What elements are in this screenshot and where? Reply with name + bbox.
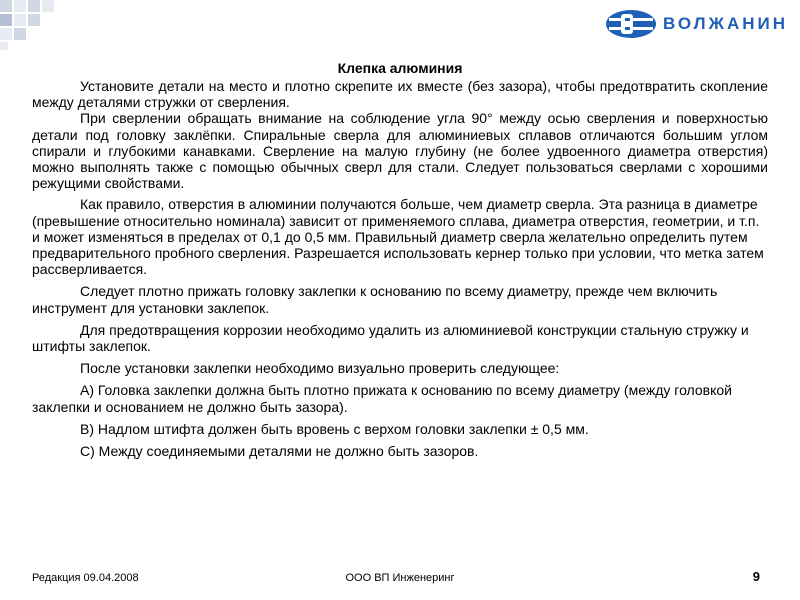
paragraph: А) Головка заклепки должна быть плотно прижата к основанию по всему диаметру (между головкой заклепки и основанием не должно быть зазора).	[32, 382, 732, 415]
logo-text: ВОЛЖАНИН	[663, 14, 788, 33]
volzhanin-logo-icon	[605, 9, 657, 39]
paragraph: Для предотвращения коррозии необходимо удалить из алюминиевой конструкции стальную стружку и штифты заклепок.	[32, 321, 749, 355]
slide-body	[32, 78, 768, 459]
corner-decoration	[0, 0, 70, 52]
footer-edition: Редакция 09.04.2008	[32, 572, 139, 584]
paragraph: При сверлении обращать внимание на соблюдение угла 90° между осью сверления и поверхностью детали под головку заклёпки. Спиральные сверла для алюминиевых сплавов отличаются большим углом спирали и глубокими канавками. Сверление на малую глубину (не более удвоенного диаметра отверстия) можно выполнять также с помощью обычных сверл для стали. Следует пользоваться сверлами с хорошими режущими свойствами.	[32, 110, 768, 192]
company-logo	[605, 8, 788, 40]
paragraph: В) Надлом штифта должен быть вровень с верхом головки заклепки ± 0,5 мм.	[80, 420, 589, 437]
paragraph: После установки заклепки необходимо визуально проверить следующее:	[80, 360, 560, 377]
paragraph: Следует плотно прижать головку заклепки к основанию по всему диаметру, прежде чем включить инструмент для установки заклепок.	[32, 283, 718, 316]
paragraph: Установите детали на место и плотно скрепите их вместе (без зазора), чтобы предотвратить скопление между деталями стружки от сверления.	[32, 78, 768, 111]
paragraph: С) Между соединяемыми деталями не должно быть зазоров.	[80, 443, 479, 460]
slide-title: Клепка алюминия	[337, 60, 463, 76]
paragraph: Как правило, отверстия в алюминии получаются больше, чем диаметр сверла. Эта разница в диаметре (превышение относительно номинала) зависит от применяемого сплава, диаметра отверстия, геометрии, и т.п. и может изменяться в пределах от 0,1 до 0,5 мм. Правильный диаметр сверла желательно определить путем предварительного пробного сверления. Разрешается использовать кернер только при условии, что метка затем рассверливается.	[32, 196, 764, 278]
footer-company: ООО ВП Инженеринг	[345, 572, 455, 584]
page-number: 9	[752, 569, 760, 584]
